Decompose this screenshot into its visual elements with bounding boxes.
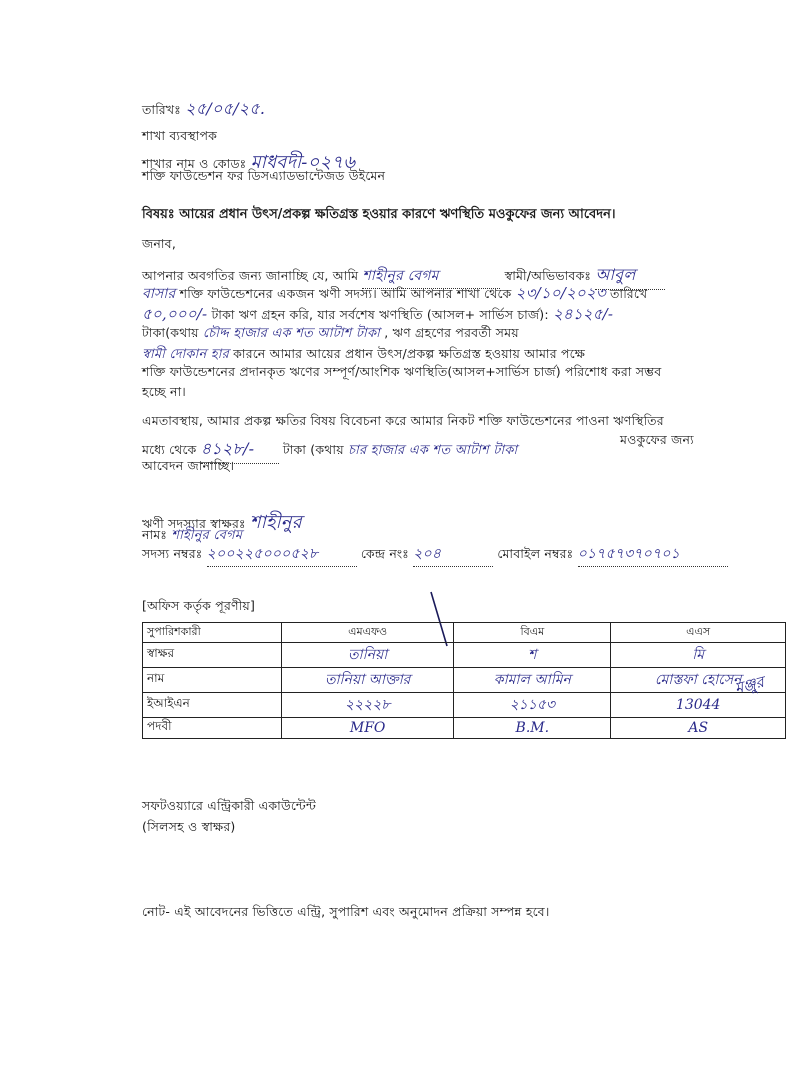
para2-text-4: মওকুফের জন্য (620, 432, 694, 447)
bm-signature: শ (454, 643, 611, 668)
guardian-name-1: আবুল (595, 262, 665, 290)
table-header-cell: এমএফও (282, 623, 454, 643)
para1-line-5 (142, 345, 585, 366)
table-header-row (143, 623, 786, 643)
member-number: ২০০২২৫০০০৫২৮ (207, 542, 357, 567)
para1-text-3: শক্তি ফাউন্ডেশনের একজন ঋণী সদস্য। আমি আপনার শাখা থেকে (179, 286, 512, 301)
waive-amount: ৪১২৮/- (201, 436, 279, 464)
para1-line-4 (142, 324, 519, 345)
loan-date: ২৩/১০/২০২৩ (515, 284, 606, 302)
subject-line: বিষয়ঃ আয়ের প্রধান উৎস/প্রকল্প ক্ষতিগ্রস্ত হওয়ার কারণে ঋণস্থিতি মওকুফের জন্য আবেদন। (142, 207, 616, 222)
para2-text-2: মধ্যে থেকে (142, 442, 197, 457)
bm-designation: B.M. (454, 718, 611, 739)
row-label: ইআইএন (143, 693, 282, 718)
date-label: তারিখঃ (142, 102, 181, 117)
name-label: নামঃ (142, 527, 168, 542)
mobile-label: মোবাইল নম্বরঃ (497, 546, 574, 561)
as-name: মোস্তফা হোসেন (611, 668, 786, 693)
center-number: ২০৪ (413, 542, 493, 567)
loan-amount: ৫০,০০০/- (142, 305, 208, 323)
date-line (142, 96, 265, 123)
para2-line-3: আবেদন জানাচ্ছি। (142, 458, 235, 473)
para2-line-1: এমতাবস্থায়, আমার প্রকল্প ক্ষতির বিষয় বিবেচনা করে আমার নিকট শক্তি ফাউন্ডেশনের পাওনা ঋণস্থিতির (142, 413, 664, 428)
date-value: ২৫/০৫/২৫. (185, 99, 266, 118)
signature-label: ঋণী সদস্যার স্বাক্ষরঃ (142, 516, 246, 531)
branch-value: মাধবদী-০২৭৬ (250, 152, 356, 173)
mobile-number: ০১৭৫৭৩৭০৭০১ (578, 542, 728, 567)
mfo-designation: MFO (282, 718, 454, 739)
borrower-ids-line (142, 542, 728, 567)
row-label: স্বাক্ষর (143, 643, 282, 668)
office-section-title: [অফিস কর্তৃক পূরণীয়] (142, 598, 256, 613)
member-label: সদস্য নম্বরঃ (142, 546, 203, 561)
para2-text-3: টাকা (কথায় (282, 442, 344, 457)
table-row (143, 643, 786, 668)
guardian-name-2: বাসার (142, 286, 176, 302)
para1-text-8: কারনে আমার আয়ের প্রধান উৎস/প্রকল্প ক্ষতিগ্রস্ত হওয়ায় আমার পক্ষে (233, 346, 586, 361)
bm-name: কামাল আমিন (454, 668, 611, 693)
para1-text-4: তারিখে (609, 286, 648, 301)
mfo-name: তানিয়া আক্তার (282, 668, 454, 693)
para1-text-6: টাকা(কথায় (142, 325, 199, 340)
row-label: পদবী (143, 718, 282, 739)
row-label: নাম (143, 668, 282, 693)
table-row (143, 718, 786, 739)
mfo-signature: তানিয়া (282, 643, 454, 668)
balance-in-words: চৌদ্দ হাজার এক শত আটাশ টাকা (202, 326, 381, 341)
table-row (143, 693, 786, 718)
table-header-cell: সুপারিশকারী (143, 623, 282, 643)
office-table (142, 622, 786, 739)
salutation: জনাব, (142, 236, 176, 251)
para1-line-7: হচ্ছে না। (142, 384, 186, 399)
table-header-cell: বিএম (454, 623, 611, 643)
branch-label: শাখার নাম ও কোডঃ (142, 156, 247, 171)
recipient-line-3: শক্তি ফাউন্ডেশন ফর ডিসএ্যাডভান্টেজড উইমেন (142, 168, 386, 183)
accountant-line-2: (সিলসহ ও স্বাক্ষর) (142, 819, 236, 834)
para1-text-1: আপনার অবগতির জন্য জানাচ্ছি যে, আমি (142, 268, 359, 283)
para1-text-7: , ঋণ গ্রহণের পরবর্তী সময় (384, 325, 519, 340)
applicant-name: শাহীনুর বেগম (362, 264, 500, 289)
accountant-line-1: সফটওয়্যারে এন্ট্রিকারী একাউন্টেন্ট (142, 798, 316, 813)
as-ein: 13044 (611, 693, 786, 718)
para1-line-6: শক্তি ফাউন্ডেশনের প্রদানকৃত ঋণের সম্পূর্ণ/আংশিক ঋণস্থিতি(আসল+সার্ভিস চার্জ) পরিশোধ করা সম্ভব (142, 364, 662, 379)
loan-balance: ২৪১২৫/- (552, 305, 614, 323)
as-designation: AS (611, 718, 786, 739)
waive-in-words: চার হাজার এক শত আটাশ টাকা (347, 443, 518, 458)
borrower-signature: শাহীনুর (249, 512, 302, 533)
table-row (143, 668, 786, 693)
approval-margin-note: মঞ্জুর (732, 672, 766, 698)
para1-text-5: টাকা ঋণ গ্রহন করি, যার সর্বশেষ ঋণস্থিতি (আসল+ সার্ভিস চার্জ): (211, 307, 549, 322)
center-label: কেন্দ্র নংঃ (360, 546, 410, 561)
as-signature: মি (611, 643, 786, 668)
recipient-line-1: শাখা ব্যবস্থাপক (142, 128, 218, 143)
guardian-label: স্বামী/অভিভাবকঃ (504, 268, 592, 283)
footer-note: নোট- এই আবেদনের ভিত্তিতে এন্ট্রি, সুপারিশ এবং অনুমোদন প্রক্রিয়া সম্পন্ন হবে। (142, 904, 550, 919)
mfo-ein: ২২২২৮ (282, 693, 454, 718)
borrower-name: শাহীনুর বেগম (171, 528, 243, 543)
bm-ein: ২১১৫৩ (454, 693, 611, 718)
damage-reason: স্বামী দোকান হার (142, 347, 229, 362)
table-header-cell: এএস (611, 623, 786, 643)
